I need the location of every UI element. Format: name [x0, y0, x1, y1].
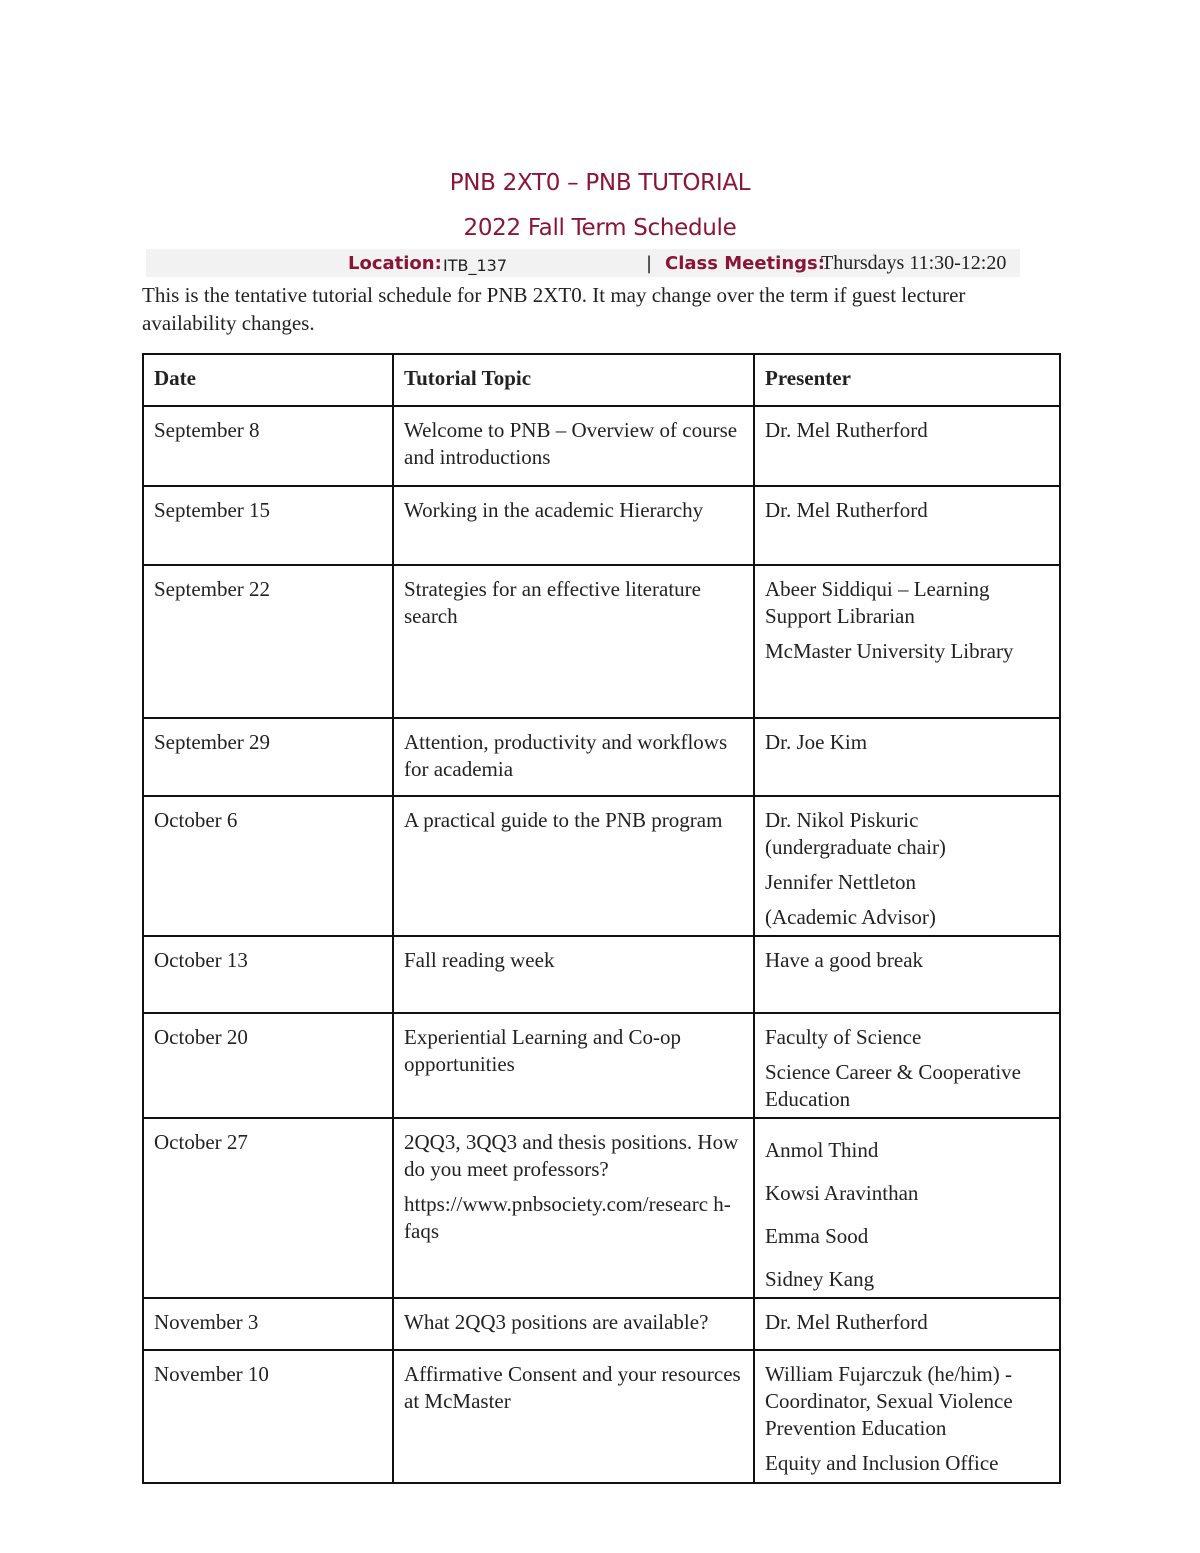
table-row: [143, 1013, 1060, 1118]
topic-text: Affirmative Consent and your resources at McMaster: [404, 1362, 741, 1413]
topic-cell: [393, 565, 754, 718]
topic-cell: [393, 1118, 754, 1298]
presenter-cell: [754, 565, 1060, 718]
location-value: ITB_137: [443, 256, 508, 275]
date-cell: October 27: [143, 1118, 393, 1298]
presenter-cell: [754, 1118, 1060, 1298]
date-cell: September 22: [143, 565, 393, 718]
topic-text: Welcome to PNB – Overview of course and introductions: [404, 418, 738, 469]
table-row: [143, 718, 1060, 796]
presenter-text: Emma Sood: [765, 1224, 869, 1248]
schedule-table: [142, 353, 1061, 1484]
presenter-text: Jennifer Nettleton: [765, 870, 917, 894]
presenter-text: Anmol Thind: [765, 1138, 879, 1162]
presenter-text: Dr. Mel Rutherford: [765, 1310, 928, 1334]
schedule-body: [143, 354, 1060, 1483]
topic-cell: [393, 1350, 754, 1483]
topic-cell: [393, 936, 754, 1013]
presenter-text: William Fujarczuk (he/him) - Coordinator, Sexual Violence Prevention Education: [765, 1362, 1013, 1440]
presenter-cell: [754, 718, 1060, 796]
table-row: [143, 1298, 1060, 1350]
presenter-text: McMaster University Library: [765, 639, 1014, 663]
topic-text: Experiential Learning and Co-op opportunities: [404, 1025, 681, 1076]
header-presenter: Presenter: [754, 354, 1060, 406]
location-label: Location:: [348, 253, 442, 274]
document-subtitle: 2022 Fall Term Schedule: [463, 215, 737, 241]
date-cell: September 15: [143, 486, 393, 565]
date-cell: November 10: [143, 1350, 393, 1483]
presenter-cell: [754, 1298, 1060, 1350]
table-row: [143, 565, 1060, 718]
meetings-value: Thursdays 11:30-12:20: [821, 252, 1007, 274]
table-row: [143, 1350, 1060, 1483]
topic-text: What 2QQ3 positions are available?: [404, 1310, 709, 1334]
topic-text: Working in the academic Hierarchy: [404, 498, 704, 522]
intro-text: This is the tentative tutorial schedule for PNB 2XT0. It may change over the term if guest lecturer availability changes.: [142, 283, 966, 335]
date-cell: September 29: [143, 718, 393, 796]
presenter-text: Dr. Nikol Piskuric (undergraduate chair): [765, 808, 946, 859]
presenter-text: Equity and Inclusion Office: [765, 1451, 999, 1475]
topic-text: Strategies for an effective literature search: [404, 577, 701, 628]
topic-cell: [393, 1013, 754, 1118]
table-row: [143, 936, 1060, 1013]
table-header-row: [143, 354, 1060, 406]
presenter-cell: [754, 486, 1060, 565]
presenter-cell: [754, 1013, 1060, 1118]
document-title: PNB 2XT0 – PNB TUTORIAL: [449, 170, 751, 196]
date-cell: October 6: [143, 796, 393, 936]
topic-cell: [393, 1298, 754, 1350]
meetings-label: Class Meetings:: [665, 253, 825, 274]
presenter-cell: [754, 796, 1060, 936]
presenter-text: Sidney Kang: [765, 1267, 875, 1291]
topic-text: 2QQ3, 3QQ3 and thesis positions. How do you meet professors?: [404, 1130, 739, 1181]
table-row: [143, 1118, 1060, 1298]
date-cell: November 3: [143, 1298, 393, 1350]
presenter-text: Dr. Mel Rutherford: [765, 418, 928, 442]
presenter-text: Have a good break: [765, 948, 924, 972]
topic-cell: [393, 718, 754, 796]
presenter-text: Dr. Mel Rutherford: [765, 498, 928, 522]
presenter-text: Faculty of Science: [765, 1025, 922, 1049]
table-row: [143, 796, 1060, 936]
header-topic: Tutorial Topic: [393, 354, 754, 406]
presenter-text: (Academic Advisor): [765, 905, 936, 929]
table-row: [143, 406, 1060, 486]
topic-text: Fall reading week: [404, 948, 555, 972]
presenter-cell: [754, 936, 1060, 1013]
presenter-text: Science Career & Cooperative Education: [765, 1060, 1021, 1111]
meta-bar: [146, 249, 1020, 277]
presenter-text: Dr. Joe Kim: [765, 730, 868, 754]
date-cell: September 8: [143, 406, 393, 486]
date-cell: October 13: [143, 936, 393, 1013]
table-row: [143, 486, 1060, 565]
topic-cell: [393, 486, 754, 565]
header-date: Date: [143, 354, 393, 406]
presenter-cell: [754, 406, 1060, 486]
meta-separator: |: [646, 253, 653, 274]
topic-cell: [393, 406, 754, 486]
topic-link[interactable]: https://www.pnbsociety.com/researc h-faqs: [404, 1192, 731, 1243]
presenter-text: Kowsi Aravinthan: [765, 1181, 919, 1205]
date-cell: October 20: [143, 1013, 393, 1118]
topic-cell: [393, 796, 754, 936]
presenter-cell: [754, 1350, 1060, 1483]
presenter-text: Abeer Siddiqui – Learning Support Librarian: [765, 577, 990, 628]
topic-text: Attention, productivity and workflows for academia: [404, 730, 728, 781]
topic-text: A practical guide to the PNB program: [404, 808, 723, 832]
